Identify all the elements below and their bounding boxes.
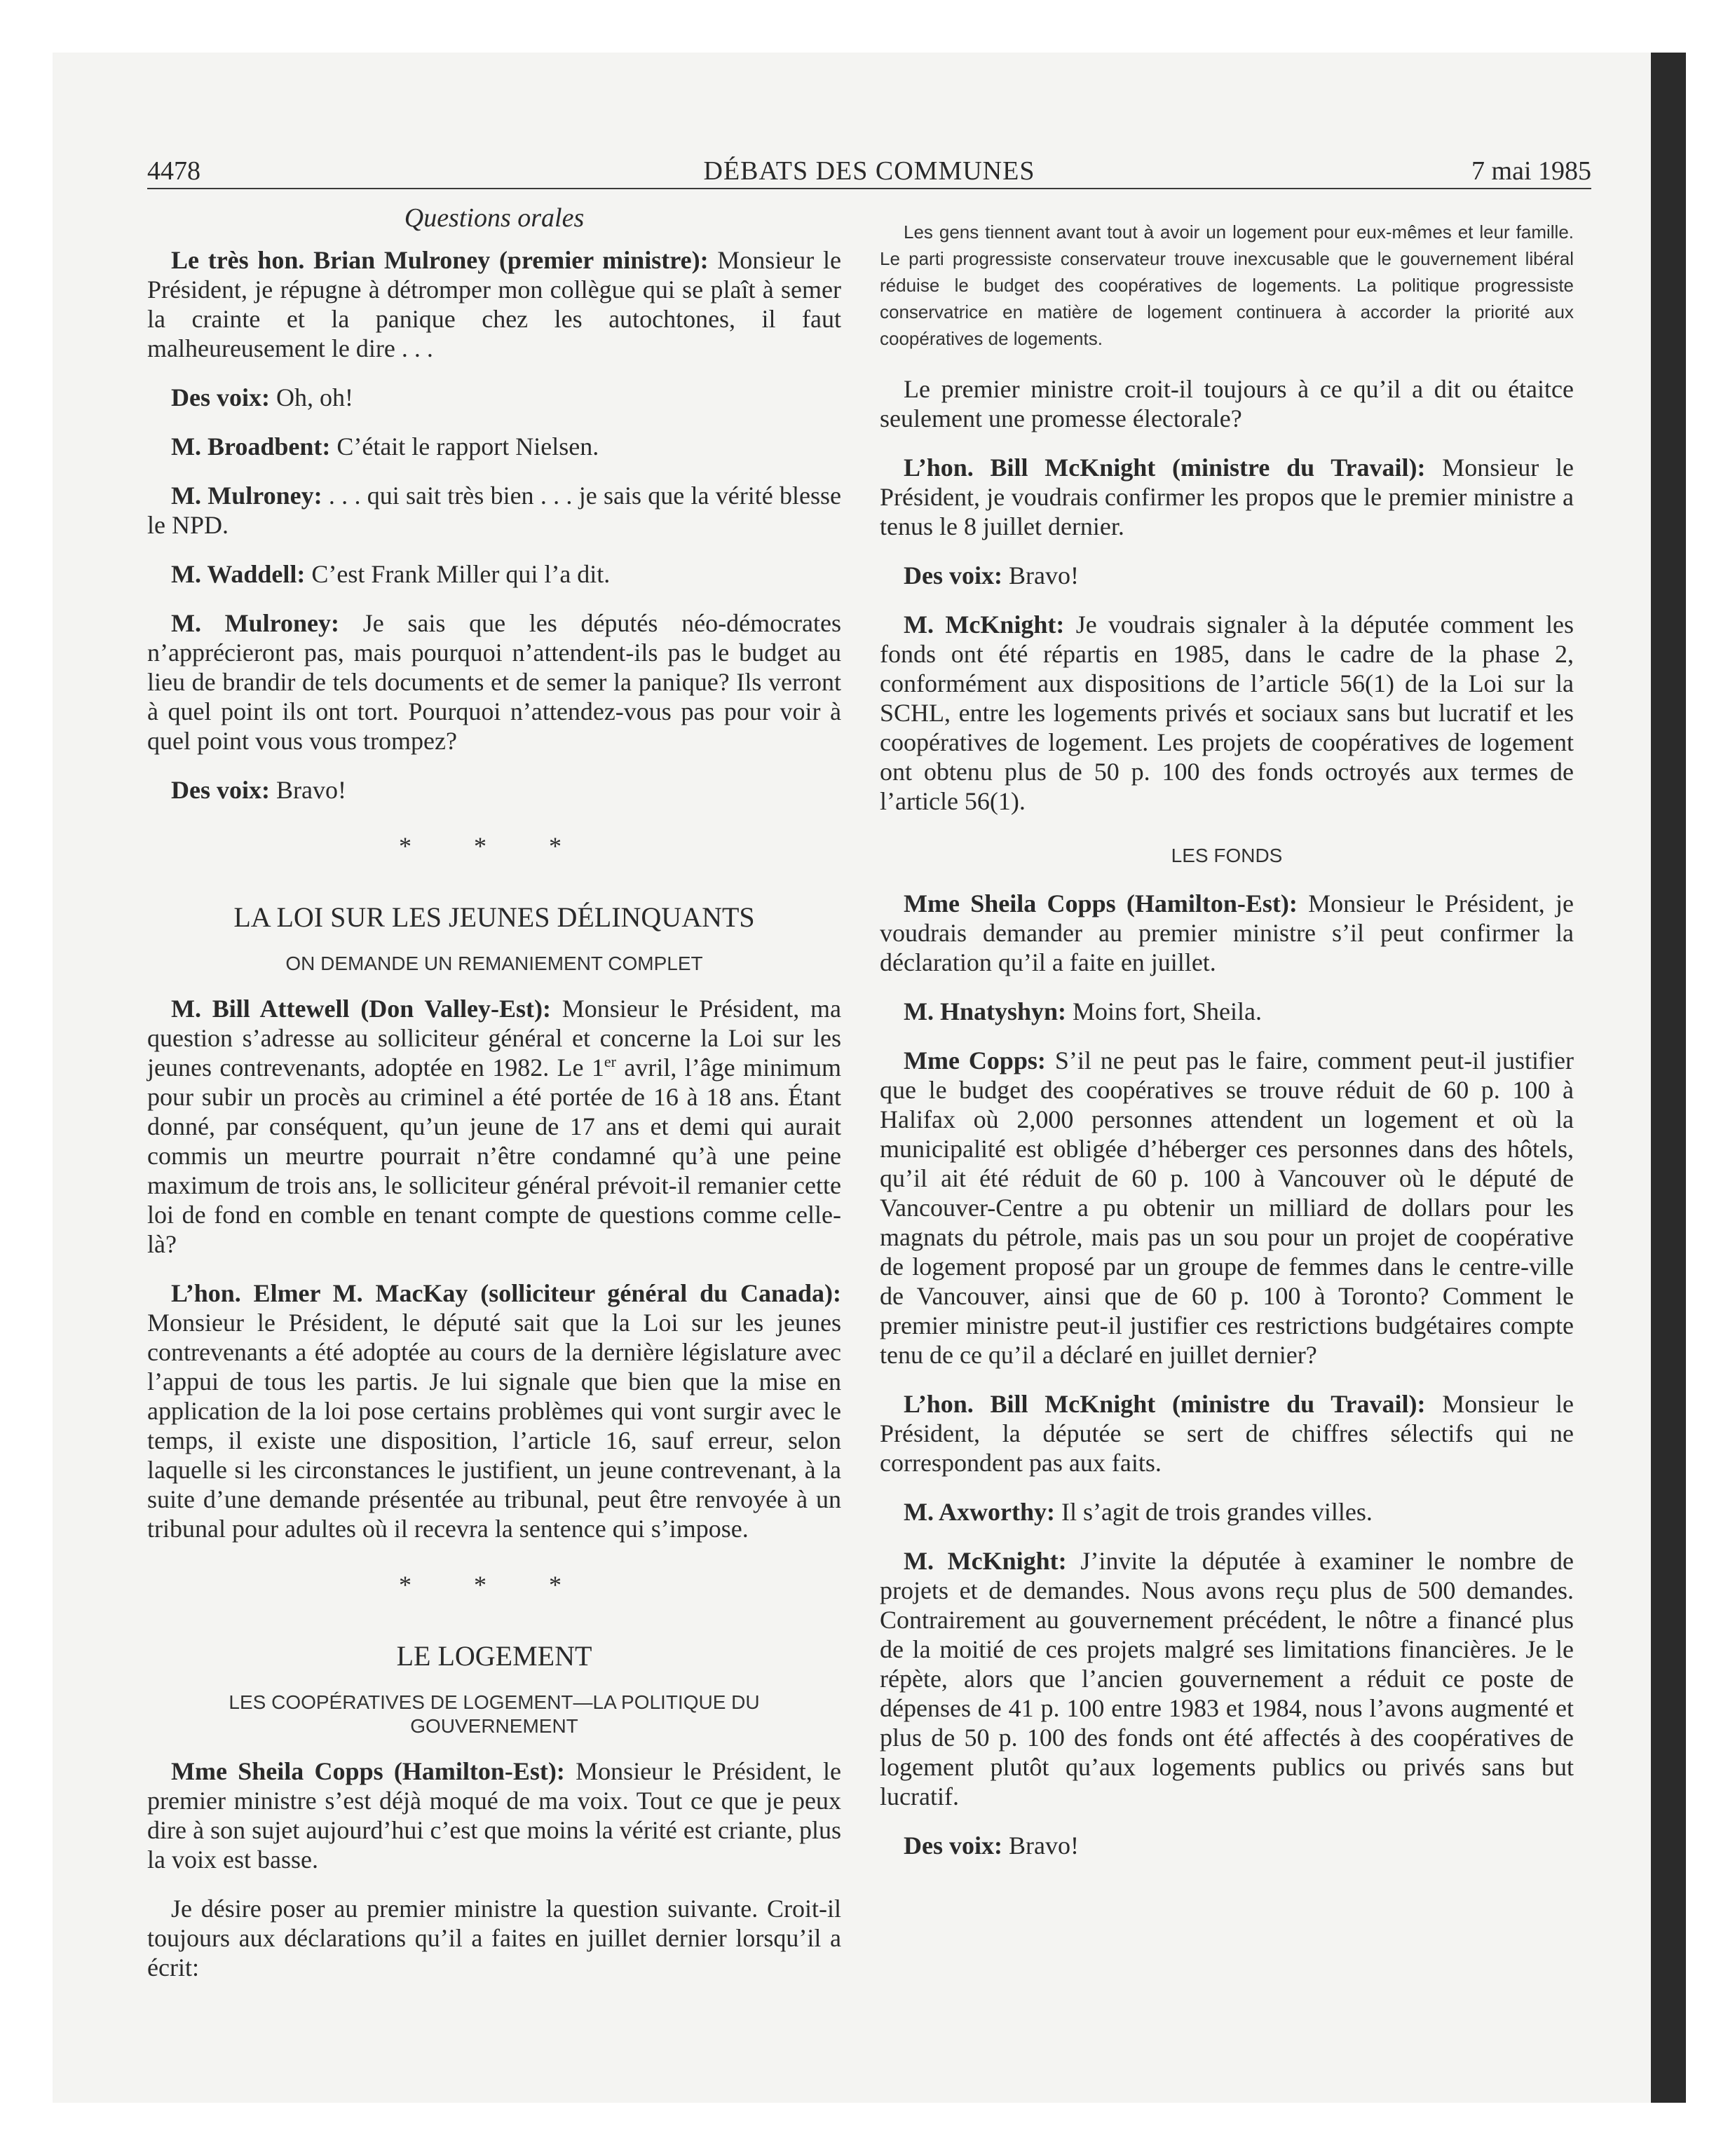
speech-text: Monsieur le Président, le premier ministre s’est déjà moqué de ma voix. Tout ce que je peux dire à son sujet aujourd’hui c’est que moins la vérité est criante, plus la voix est basse. (147, 1757, 841, 1874)
section-separator: * * * (399, 832, 590, 860)
speaker-name: L’hon. Bill McKnight (ministre du Travail): (904, 1390, 1426, 1418)
page-number: 4478 (147, 156, 200, 186)
speech-paragraph (147, 383, 841, 412)
speech-text: Je voudrais signaler à la députée comment les fonds ont été répartis en 1985, dans le cadre de la phase 2, conformément aux dispositions de l’article 56(1) de la Loi sur la SCHL, entre les logements privés et sociaux sans but lucratif et les coopératives de logement. Les projets de coopératives de logement ont obtenu plus de 50 p. 100 des fonds octroyés aux termes de l’article 56(1). (880, 610, 1574, 815)
speech-text: C’est Frank Miller qui l’a dit. (305, 560, 611, 588)
speech-paragraph (880, 1831, 1574, 1860)
speech-paragraph (880, 610, 1574, 816)
speech-paragraph (880, 997, 1574, 1026)
speech-text: S’il ne peut pas le faire, comment peut-il justifier que le budget des coopératives se trouve réduit de 60 p. 100 à Halifax où 2,000 personnes attendent un logement et où la municipalité est obligée d’héberger ces personnes dans des hôtels, qu’il ait été réduit de 60 p. 100 à Vancouver où le député de Vancouver-Centre a pu obtenir un milliard de dollars pour les magnats du pétrole, mais pas un sou pour un projet de coopérative de logement proposé par un groupe de femmes dans le centre-ville de Vancouver, ainsi que de 60 p. 100 à Toronto? Comment le premier ministre peut-il justifier ces restrictions budgétaires compte tenu de ce qu’il a déclaré en juillet dernier? (880, 1046, 1574, 1369)
speaker-name: Des voix: (904, 1831, 1002, 1860)
speech-text: Moins fort, Sheila. (1066, 997, 1263, 1025)
speech-text: Monsieur le Président, la députée se sert de chiffres sélectifs qui ne correspondent pas aux faits. (880, 1390, 1574, 1477)
speech-text: C’était le rapport Nielsen. (330, 432, 599, 460)
speech-paragraph (880, 1389, 1574, 1478)
speaker-name: M. McKnight: (904, 610, 1065, 639)
speaker-name: Mme Sheila Copps (Hamilton-Est): (171, 1757, 565, 1785)
speech-paragraph (147, 1756, 841, 1874)
right-column (880, 203, 1574, 1880)
speech-text: Je désire poser au premier ministre la question suivante. Croit-il toujours aux déclarations qu’il a faites en juillet dernier lorsqu’il a écrit: (147, 1895, 841, 1981)
speech-text: Monsieur le Président, je voudrais confirmer les propos que le premier ministre a tenus le 8 juillet dernier. (880, 453, 1574, 540)
speaker-name: L’hon. Bill McKnight (ministre du Travail): (904, 453, 1426, 482)
speech-paragraph (147, 559, 841, 589)
speaker-name: Mme Copps: (904, 1046, 1046, 1074)
speech-paragraph (880, 1497, 1574, 1527)
speech-text: Monsieur le Président, je voudrais demander au premier ministre s’il peut confirmer la déclaration qu’il a faite en juillet. (880, 889, 1574, 976)
speech-text: Bravo! (269, 776, 346, 804)
speaker-name: M. Mulroney: (171, 609, 339, 637)
speaker-name: M. Bill Attewell (Don Valley-Est): (171, 995, 552, 1023)
speaker-name: M. Broadbent: (171, 432, 331, 460)
speaker-name: Des voix: (171, 776, 270, 804)
left-column (147, 203, 841, 2002)
speaker-name: M. Axworthy: (904, 1498, 1055, 1526)
speaker-name: M. Waddell: (171, 560, 306, 588)
speech-text: Bravo! (1002, 561, 1079, 589)
speaker-name: M. Hnatyshyn: (904, 997, 1067, 1025)
speech-paragraph (147, 1894, 841, 1982)
header-rule (147, 188, 1591, 189)
speaker-name: Des voix: (904, 561, 1002, 589)
speech-text: Il s’agit de trois grandes villes. (1054, 1498, 1373, 1526)
section-subheading: ON DEMANDE UN REMANIEMENT COMPLET (285, 953, 703, 974)
speech-paragraph (880, 1046, 1574, 1370)
speech-text: J’invite la députée à examiner le nombre de projets et de demandes. Nous avons reçu plus de 500 demandes. Contrairement au gouvernement précédent, le nôtre a financé plus de la moitié de ces projets malgré ses limitations financières. Je le répète, alors que l’ancien gouvernement a réduit ce poste de dépenses de 41 p. 100 entre 1983 et 1984, nous l’avons augmenté et plus de 50 p. 100 des fonds ont été affectés à des coopératives de logement plutôt qu’aux logements publics ou privés sans but lucratif. (880, 1547, 1574, 1810)
superscript: er (604, 1053, 616, 1070)
speaker-name: Mme Sheila Copps (Hamilton-Est): (904, 889, 1298, 917)
speech-text: Je sais que les députés néo-démocrates n’apprécieront pas, mais pourquoi n’attendent-ils pas le budget au lieu de brandir de tels documents et de semer la panique? Ils verront à quel point ils ont tort. Pourquoi n’attendez-vous pas pour voir à quel point vous vous trompez? (147, 609, 842, 755)
speech-text: . . . qui sait très bien . . . je sais que la vérité blesse le NPD. (147, 482, 842, 539)
block-quote: Les gens tiennent avant tout à avoir un logement pour eux-mêmes et leur famille. Le parti progressiste conservateur trouve inexcusable que le gouvernement libéral réduise le budget des coopératives de logements. La politique progressiste conservatrice en matière de logement continuera à accorder la priorité aux coopératives de logements. (880, 221, 1574, 349)
speech-paragraph (880, 453, 1574, 541)
speaker-name: Le très hon. Brian Mulroney (premier ministre): (171, 246, 709, 274)
running-header (147, 156, 1591, 191)
speech-paragraph (880, 561, 1574, 590)
publication-date: 7 mai 1985 (1471, 156, 1591, 186)
section-subheading: LES FONDS (1171, 845, 1283, 866)
speech-paragraph (147, 994, 841, 1259)
publication-title: DÉBATS DES COMMUNES (703, 156, 1035, 186)
page-binding-edge (1651, 53, 1686, 2103)
section-heading: LE LOGEMENT (396, 1640, 592, 1672)
speaker-name: L’hon. Elmer M. MacKay (solliciteur général du Canada): (171, 1279, 841, 1307)
speech-paragraph (147, 608, 841, 756)
section-subheading: LES COOPÉRATIVES DE LOGEMENT—LA POLITIQUE DU GOUVERNEMENT (229, 1691, 760, 1737)
speech-text: avril, l’âge minimum pour subir un procès au criminel a été portée de 16 à 18 ans. Étant donné, par conséquent, qu’un jeune de 17 ans et demi qui aurait commis un meurtre pourrait n’être condamné qu’à une peine maximum de trois ans, le solliciteur général prévoit-il remanier cette loi de fond en comble en tenant compte de questions comme celle-là? (147, 1053, 841, 1258)
speech-paragraph (880, 374, 1574, 433)
speech-paragraph (880, 1546, 1574, 1811)
speaker-name: M. Mulroney: (171, 482, 322, 510)
speech-text: Bravo! (1002, 1831, 1079, 1860)
speaker-name: M. McKnight: (904, 1547, 1067, 1575)
speaker-name: Des voix: (171, 383, 270, 411)
speech-paragraph (147, 245, 841, 363)
speech-paragraph (147, 1278, 841, 1543)
speech-text: Le premier ministre croit-il toujours à ce qu’il a dit ou étaitce seulement une promesse électorale? (880, 375, 1574, 432)
speech-text: Monsieur le Président, ma question s’adresse au solliciteur général et concerne la Loi sur les jeunes contrevenants, adoptée en 1982. Le 1 (147, 995, 841, 1082)
section-heading: LA LOI SUR LES JEUNES DÉLINQUANTS (233, 901, 755, 933)
section-separator: * * * (399, 1571, 590, 1599)
speech-text: Monsieur le Président, je répugne à détromper mon collègue qui se plaît à semer la crainte et la panique chez les autochtones, il faut malheureusement le dire . . . (147, 246, 841, 362)
speech-paragraph (147, 481, 841, 540)
section-title: Questions orales (404, 203, 585, 233)
speech-text: Monsieur le Président, le député sait que la Loi sur les jeunes contrevenants a été adoptée au cours de la dernière législature avec l’appui de tous les partis. Je lui signale que bien que la mise en application de la loi pose certains problèmes qui vont surgir avec le temps, il existe une disposition, l’article 16, sauf erreur, selon laquelle si les circonstances le justifient, un jeune contrevenant, à la suite d’une demande présentée au tribunal, peut être renvoyée à un tribunal pour adultes où il recevra la sentence qui s’impose. (147, 1309, 841, 1543)
speech-paragraph (880, 889, 1574, 977)
speech-paragraph (147, 775, 841, 805)
speech-text: Oh, oh! (269, 383, 353, 411)
speech-paragraph (147, 432, 841, 461)
